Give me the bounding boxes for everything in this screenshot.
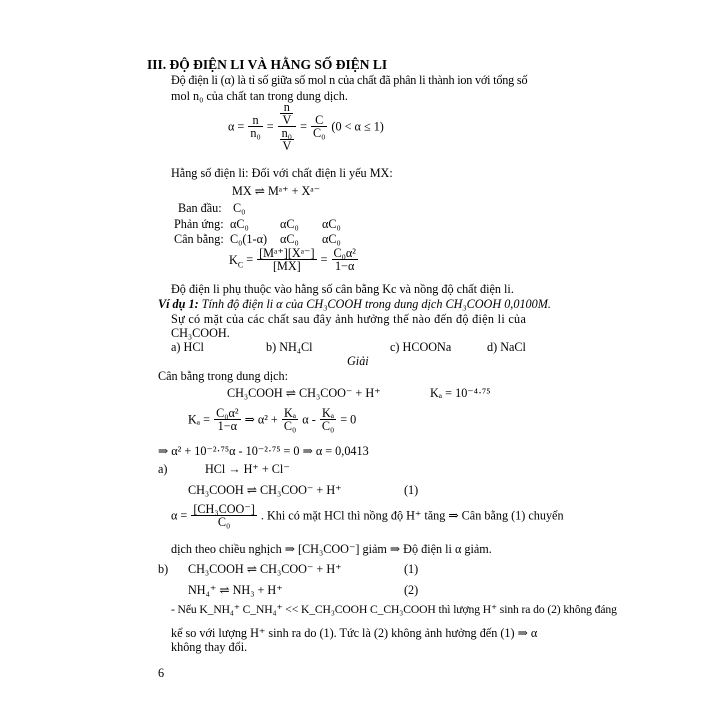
part-a-alpha-lhs: α =	[171, 508, 188, 523]
row-initial-label: Ban đầu:	[178, 201, 222, 215]
row-reaction-c1: αC₀	[230, 217, 249, 231]
ka-frac-1-den: 1−α	[217, 419, 237, 433]
ka-lhs: Kₐ =	[188, 412, 211, 427]
section-heading: III. ĐỘ ĐIỆN LI VÀ HẰNG SỐ ĐIỆN LI	[147, 57, 388, 72]
alpha-frac-3-num: C	[311, 114, 327, 127]
alpha-formula	[228, 101, 384, 152]
alpha-frac-2	[278, 101, 296, 152]
alpha-frac-1-num: n	[248, 114, 262, 127]
example-label: Ví dụ 1:	[158, 297, 199, 311]
row-equil-label: Cân bằng:	[174, 232, 224, 246]
alpha-frac-3	[311, 114, 327, 139]
kc-frac-1-num: [Mᵃ⁺][Xᵃ⁻]	[259, 246, 315, 260]
const-intro: Hằng số điện li: Đối với chất điện li yếu MX:	[171, 166, 393, 180]
example-line-2: Sự có mặt của các chất sau đây ảnh hưởng thế nào đến độ điện li của	[171, 312, 527, 326]
part-a-text-1: . Khi có mặt HCl thì nồng độ H⁺ tăng ⇒ Cân bằng (1) chuyển	[260, 508, 564, 523]
part-a-alpha-line	[171, 503, 564, 528]
kc-formula	[229, 247, 359, 272]
row-reaction-c3: αC₀	[322, 217, 341, 231]
kc-lhs-k: K	[229, 252, 238, 267]
part-b-eq2: NH₄⁺ ⇌ NH₃ + H⁺	[188, 583, 283, 597]
alpha-frac-1	[248, 114, 262, 139]
option-d: d) NaCl	[487, 340, 526, 354]
ka-frac-3-num: Kₐ	[320, 407, 336, 420]
kc-frac-2	[332, 247, 358, 272]
alpha-frac-2-n: n	[280, 101, 293, 114]
ka-frac-2-num: Kₐ	[282, 407, 298, 420]
part-a-text-2: dịch theo chiều nghịch ⇒ [CH₃COO⁻] giảm ⇒ Độ điện li α giảm.	[171, 542, 492, 556]
ka-frac-3	[320, 407, 336, 432]
part-b-text-2: kể so với lượng H⁺ sinh ra do (1). Tức là (2) không ảnh hưởng đến (1) ⇒ α	[171, 626, 538, 640]
ka-frac-2-den: C₀	[283, 419, 297, 433]
row-equil-c2: αC₀	[280, 232, 299, 246]
part-a-eq: HCl → H⁺ + Cl⁻	[205, 462, 290, 476]
part-b-label: b)	[158, 562, 169, 576]
alpha-frac-2-num-inner	[280, 101, 293, 126]
alpha-condition: (0 < α ≤ 1)	[331, 119, 384, 134]
alpha-frac-2-v1: V	[282, 113, 292, 127]
ka-mid: ⇒ α² +	[244, 412, 278, 427]
alpha-eq-1: =	[266, 119, 274, 134]
ka-frac-1-num: C₀α²	[216, 406, 239, 420]
alpha-eq-2: =	[300, 119, 307, 134]
kc-eq-2: =	[320, 252, 328, 267]
intro-line-2: mol n₀ của chất tan trong dung dịch.	[171, 89, 348, 103]
quadratic-line: ⇒ α² + 10⁻²·⁷⁵α - 10⁻²·⁷⁵ = 0 ⇒ α = 0,0413	[158, 444, 369, 458]
ka-end: = 0	[340, 412, 357, 427]
row-equil-c1: C₀(1-α)	[230, 232, 268, 246]
part-a-label: a)	[158, 462, 168, 476]
ka-frac-2	[282, 407, 298, 432]
kc-eq: =	[246, 252, 254, 267]
page-number: 6	[158, 666, 165, 680]
intro-line-1: Độ điện li (α) là tỉ số giữa số mol n của chất đã phân li thành ion với tổng số	[171, 73, 528, 87]
option-b: b) NH₄Cl	[266, 340, 313, 354]
kc-frac-2-den: 1−α	[335, 259, 355, 273]
dependence-text: Độ điện li phụ thuộc vào hằng số cân bằng Kc và nồng độ chất điện li.	[171, 282, 514, 296]
kc-lhs	[229, 253, 243, 267]
option-c: c) HCOONa	[390, 340, 452, 354]
alpha-frac-2-n0: n₀	[281, 126, 293, 140]
row-reaction-c2: αC₀	[280, 217, 299, 231]
ka-value: Kₐ = 10⁻⁴·⁷⁵	[430, 386, 491, 400]
example-line-3: CH₃COOH.	[171, 326, 230, 340]
alpha-lhs: α =	[228, 119, 245, 134]
part-a-alpha-num: [CH₃COO⁻]	[193, 502, 255, 516]
row-equil-c3: αC₀	[322, 232, 341, 246]
alpha-frac-2-v2: V	[282, 139, 292, 153]
part-a-alpha-den: C₀	[217, 515, 231, 529]
alpha-frac-2-den	[278, 127, 296, 152]
kc-lhs-sub: C	[237, 259, 244, 269]
eq-tag-1b: (1)	[404, 562, 419, 576]
kc-frac-1	[257, 247, 316, 272]
option-a: a) HCl	[171, 340, 204, 354]
example-text: Tính độ điện li α của CH₃COOH trong dung dịch CH₃COOH 0,0100M.	[201, 297, 551, 311]
alpha-frac-1-den: n₀	[250, 126, 261, 140]
eq-tag-2: (2)	[404, 583, 419, 597]
mx-reaction: MX ⇌ Mᵃ⁺ + Xᵃ⁻	[232, 184, 321, 198]
eq-intro: Cân bằng trong dung dịch:	[158, 369, 288, 383]
eq-tag-1: (1)	[404, 483, 419, 497]
ka-equation	[188, 407, 356, 432]
part-a-alpha-frac	[191, 503, 256, 528]
kc-frac-2-num: C₀α²	[333, 246, 356, 260]
ka-frac-3-den: C₀	[321, 419, 335, 433]
row-reaction-label: Phản ứng:	[174, 217, 224, 231]
solution-title: Giải	[347, 354, 369, 368]
alpha-frac-3-den: C₀	[312, 126, 326, 140]
alpha-frac-2-den-inner	[280, 127, 294, 152]
part-b-text-1: - Nếu K_NH₄⁺ C_NH₄⁺ << K_CH₃COOH C_CH₃COOH thì lượng H⁺ sinh ra do (2) không đáng	[171, 603, 617, 616]
alpha-frac-2-num	[278, 101, 296, 127]
ka-alpha: α -	[302, 412, 316, 427]
part-a-eq2: CH₃COOH ⇌ CH₃COO⁻ + H⁺	[188, 483, 342, 497]
kc-frac-1-den: [MX]	[272, 259, 301, 273]
eq1: CH₃COOH ⇌ CH₃COO⁻ + H⁺	[227, 386, 381, 400]
ka-frac-1	[214, 407, 240, 432]
part-b-text-3: không thay đổi.	[171, 640, 248, 654]
example-line-1	[158, 297, 551, 311]
part-b-eq1: CH₃COOH ⇌ CH₃COO⁻ + H⁺	[188, 562, 342, 576]
row-initial-c1: C₀	[233, 201, 246, 215]
